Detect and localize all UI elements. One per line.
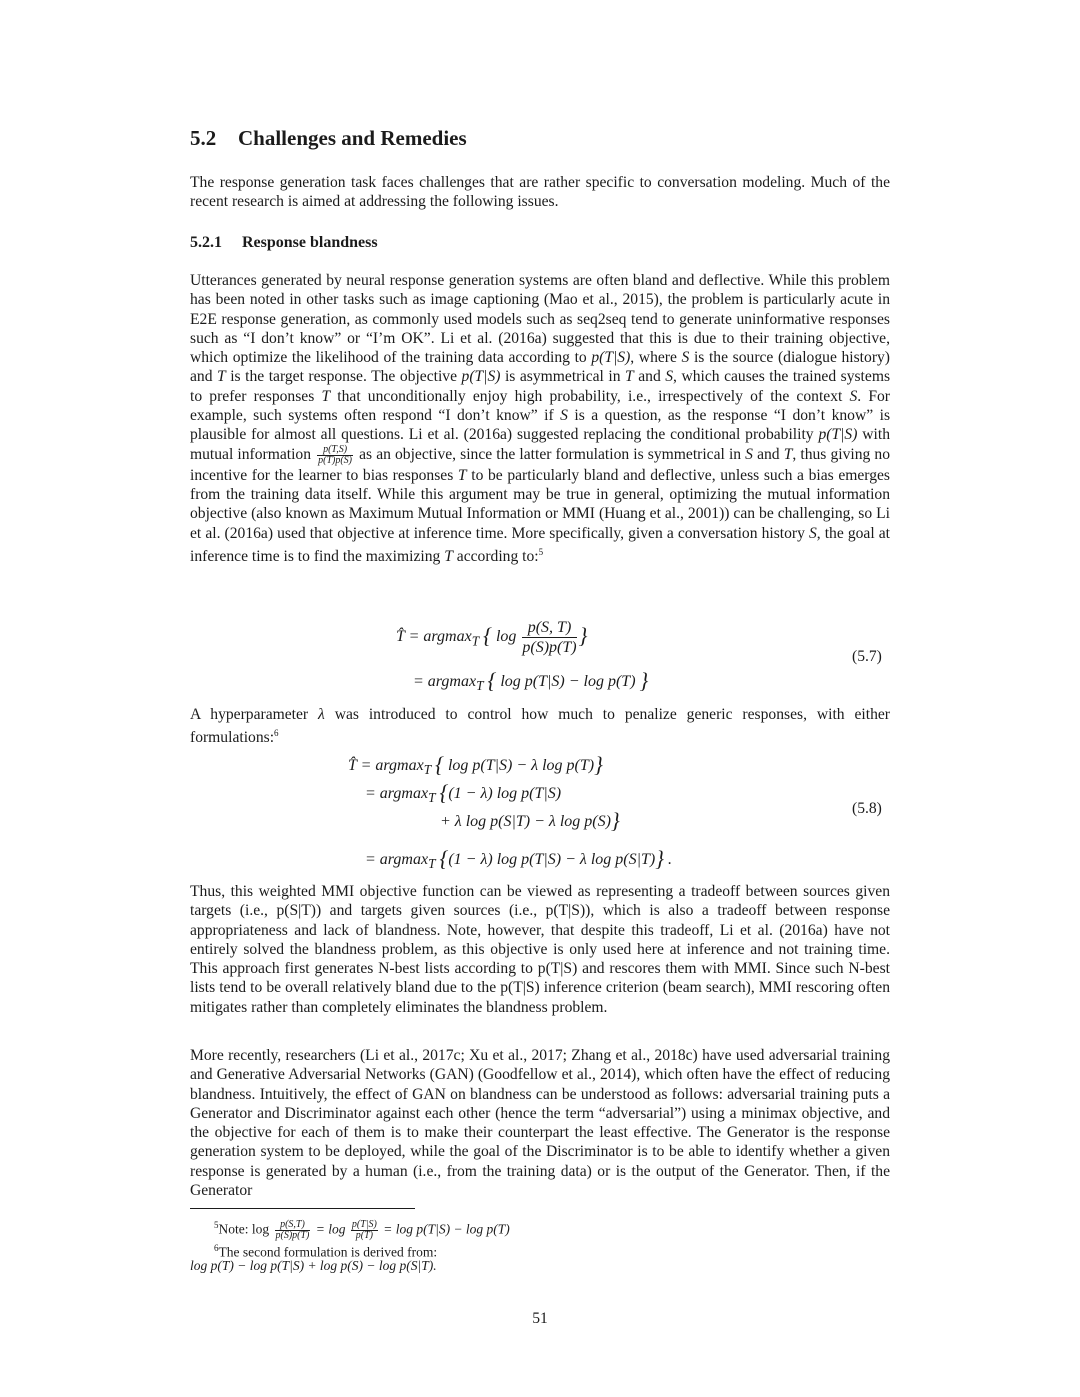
- footnote-divider: [190, 1208, 415, 1209]
- subsection-number: 5.2.1: [190, 234, 222, 251]
- page-number: 51: [532, 1310, 548, 1327]
- section-number: 5.2: [190, 126, 217, 150]
- footnote-ref-6[interactable]: 6: [274, 728, 279, 739]
- equation-5-7-line-1: T̂ = argmax$_T$ { log $\frac{p(S, T)}{p(S)p(T)}$}: [396, 619, 588, 656]
- equation-5-8-line-3: + λ log p(S|T) − λ log p(S)}: [440, 808, 620, 833]
- footnote-ref-5[interactable]: 5: [538, 546, 544, 557]
- equation-5-8-line-2: = argmax$_T$ {(1 − λ) log p(T|S): [365, 780, 562, 806]
- section-heading: [190, 126, 467, 151]
- paragraph-4-text: More recently, researchers (Li et al., 2017c; Xu et al., 2017; Zhang et al., 2018c) have used adversarial training and Generative Adversarial Networks (GAN) (Goodfellow et al., 2014), which often have the effect of reducing blandness. Intuitively, the effect of GAN on blandness can be understood as follows: adversarial training puts a Generator and Discriminator against each other (hence the term “adversarial”) using a minimax objective, and the objective for each of them is to make their counterpart the least effective. The Generator is the response generation system to be deployed, while the goal of the Discriminator is to be able to identify whether a given response is generated by a human (i.e., from the training data) or is the output of the Generator. Then, if the Generator: [190, 1047, 890, 1200]
- footnote-6: $^6$The second formulation is derived from:: [214, 1243, 438, 1260]
- mutual-information-fraction: $\frac{p(T,S)}{p(T)p(S)}$: [318, 443, 353, 466]
- paragraph-2: [190, 705, 890, 748]
- intro-paragraph: [190, 173, 890, 212]
- equation-5-8-line-1: T̂ = argmax$_T$ { log p(T|S) − λ log p(T)}: [348, 752, 603, 778]
- footnote-6-formula: log p(T) − log p(T|S) + log p(S) − log p(S|T).: [190, 1258, 437, 1273]
- paragraph-3: [190, 882, 890, 1017]
- subsection-title: Response blandness: [242, 234, 378, 251]
- paragraph-3-text: Thus, this weighted MMI objective function can be viewed as representing a tradeoff between sources given targets (i.e., p(S|T)) and targets given sources (i.e., p(T|S)), which is also a tradeoff between response appropriateness and lack of blandness. Note, however, that despite this tradeoff, Li et al. (2016a) have not entirely solved the blandness problem, as this objective is only used here at inference and not training time. This approach first generates N-best lists according to p(T|S) and rescores them with MMI. Since such N-best lists tend to be overall relatively bland due to the p(T|S) inference criterion (beam search), MMI rescoring often mitigates rather than completely eliminates the blandness problem.: [190, 883, 890, 1016]
- equation-5-7-line-2: = argmax$_T$ { log p(T|S) − log p(T) }: [413, 668, 649, 694]
- equation-5-8-line-4: = argmax$_T$ {(1 − λ) log p(T|S) − λ log p(S|T)} .: [365, 846, 673, 872]
- equation-number-5-8: (5.8): [852, 800, 882, 817]
- section-title: Challenges and Remedies: [238, 126, 467, 150]
- paragraph-2-text: A hyperparameter λ was introduced to control how much to penalize generic responses, with either formulations:$^6$: [190, 706, 890, 747]
- equation-number-5-7: (5.7): [852, 648, 882, 665]
- intro-text: The response generation task faces challenges that are rather specific to conversation modeling. Much of the recent research is aimed at addressing the following issues.: [190, 174, 890, 211]
- paragraph-4: [190, 1046, 890, 1200]
- subsection-heading: [190, 234, 378, 252]
- paragraph-1-text: Utterances generated by neural response generation systems are often bland and deflective. While this problem has been noted in other tasks such as image captioning (Mao et al., 2015), the problem is particularly acute in E2E response generation, as commonly used models such as seq2seq tend to generate uninformative responses such as “I don’t know” or “I’m OK”. Li et al. (2016a) suggested that this is due to their training objective, which optimize the likelihood of the training data according to p(T|S), where S is the source (dialogue history) and T is the target response. The objective p(T|S) is asymmetrical in T and S, which causes the trained systems to prefer responses T that unconditionally enjoy high probability, i.e., irrespectively of the context S. For example, such systems often respond “I don’t know” if S is a question, as the response “I don’t know” is plausible for almost all questions. Li et al. (2016a) suggested replacing the conditional probability p(T|S) with mutual information $\frac{p(T,S)}{p(T)p(S)}$ as an objective, since the latter formulation is symmetrical in S and T, thus giving no incentive for the learner to bias responses T to be particularly bland and deflective, unless such a bias emerges from the training data itself. While this argument may be true in general, optimizing the mutual information objective (also known as Maximum Mutual Information or MMI (Huang et al., 2001)) can be challenging, so Li et al. (2016a) used that objective at inference time. More specifically, given a conversation history S, the goal at inference time is to find the maximizing T according to:$^5$: [190, 272, 891, 566]
- paragraph-1: [190, 271, 890, 566]
- footnote-5: $^5$Note: log $\frac{p(S,T)}{p(S)p(T)}$ = log $\frac{p(T|S)}{p(T)}$ = log p(T|S) − log p(T): [214, 1218, 510, 1241]
